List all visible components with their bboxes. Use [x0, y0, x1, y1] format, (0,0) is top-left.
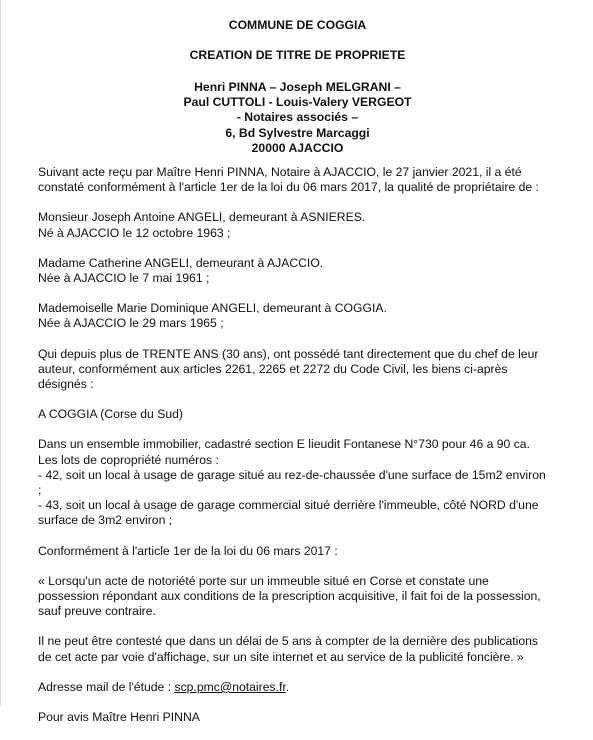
owner-birth: Née à AJACCIO le 29 mars 1965 ;: [38, 316, 224, 331]
signature-paragraph: [38, 710, 558, 725]
document-heading: [1, 48, 593, 63]
lot-line: ;: [38, 483, 42, 498]
lot-line: - 43, soit un local à usage de garage commercial situé derrière l'immeuble, côté NORD d'une: [38, 498, 539, 513]
conformity-paragraph: [38, 544, 558, 559]
lot-line: surface de 3m2 environ ;: [38, 513, 173, 528]
text-line: possession répondant aux conditions de la prescription acquisitive, il fait foi de la possession,: [38, 589, 541, 604]
document-title: CREATION DE TITRE DE PROPRIETE: [189, 48, 406, 62]
possession-paragraph: [38, 347, 558, 393]
text-line: constaté conformément à l'article 1er de la loi du 06 mars 2017, la qualité de propriétaire de :: [38, 180, 539, 195]
quote-paragraph: [38, 634, 558, 664]
quote-paragraph: [38, 574, 558, 620]
commune-heading: [1, 18, 593, 33]
owner-entry: [38, 210, 558, 240]
commune-title: COMMUNE DE COGGIA: [228, 18, 367, 32]
notice-body: [38, 165, 558, 740]
email-paragraph: [38, 680, 558, 695]
email-suffix: .: [285, 679, 290, 694]
owner-birth: Née à AJACCIO le 7 mai 1961 ;: [38, 271, 210, 286]
notaries-city-line: 20000 AJACCIO: [251, 140, 344, 155]
location-paragraph: [38, 407, 558, 422]
email-link[interactable]: scp.pmc@notaires.fr: [174, 679, 286, 694]
text-line: Les lots de copropriété numéros :: [38, 452, 219, 467]
text-line: « Lorsqu'un acte de notoriété porte sur un immeuble situé en Corse et constate une: [38, 573, 489, 588]
email-label: Adresse mail de l'étude :: [38, 679, 175, 694]
conformity-text: Conformément à l'article 1er de la loi du 06 mars 2017 :: [38, 543, 338, 558]
signature-text: Pour avis Maître Henri PINNA: [38, 710, 200, 725]
text-line: sauf preuve contraire.: [38, 604, 156, 619]
text-line: Suivant acte reçu par Maître Henri PINNA, Notaire à AJACCIO, le 27 janvier 2021, il a été: [38, 165, 522, 179]
notaries-line: Paul CUTTOLI - Louis-Valery VERGEOT: [183, 95, 412, 110]
text-line: Dans un ensemble immobilier, cadastré section E lieudit Fontanese N°730 pour 46 a 90 ca.: [38, 437, 530, 452]
owner-name: Monsieur Joseph Antoine ANGELI, demeurant à ASNIERES.: [38, 210, 366, 225]
owner-birth: Né à AJACCIO le 12 octobre 1963 ;: [38, 225, 231, 240]
text-line: désignés :: [38, 377, 94, 392]
text-line: de cet acte par voie d'affichage, sur un site internet et au service de la publicité foncière. »: [38, 649, 524, 664]
owner-name: Mademoiselle Marie Dominique ANGELI, demeurant à COGGIA.: [38, 301, 387, 316]
owner-name: Madame Catherine ANGELI, demeurant à AJACCIO.: [38, 255, 324, 270]
notaries-address-line: 6, Bd Sylvestre Marcaggi: [225, 125, 370, 140]
location-text: A COGGIA (Corse du Sud): [38, 407, 183, 422]
owner-entry: [38, 301, 558, 331]
intro-paragraph: [38, 165, 558, 195]
lot-line: - 42, soit un local à usage de garage situé au rez-de-chaussée d'une surface de 15m2 environ: [38, 467, 546, 482]
owner-entry: [38, 256, 558, 286]
notaries-line: - Notaires associés –: [236, 110, 359, 125]
text-line: Il ne peut être contesté que dans un délai de 5 ans à compter de la dernière des publications: [38, 634, 539, 649]
notaries-block: [1, 80, 593, 156]
notaries-line: Henri PINNA – Joseph MELGRANI –: [194, 80, 401, 94]
text-line: auteur, conformément aux articles 2261, 2265 et 2272 du Code Civil, les biens ci-après: [38, 361, 508, 376]
property-paragraph: [38, 437, 558, 528]
text-line: Qui depuis plus de TRENTE ANS (30 ans), ont possédé tant directement que du chef de leur: [38, 346, 539, 361]
